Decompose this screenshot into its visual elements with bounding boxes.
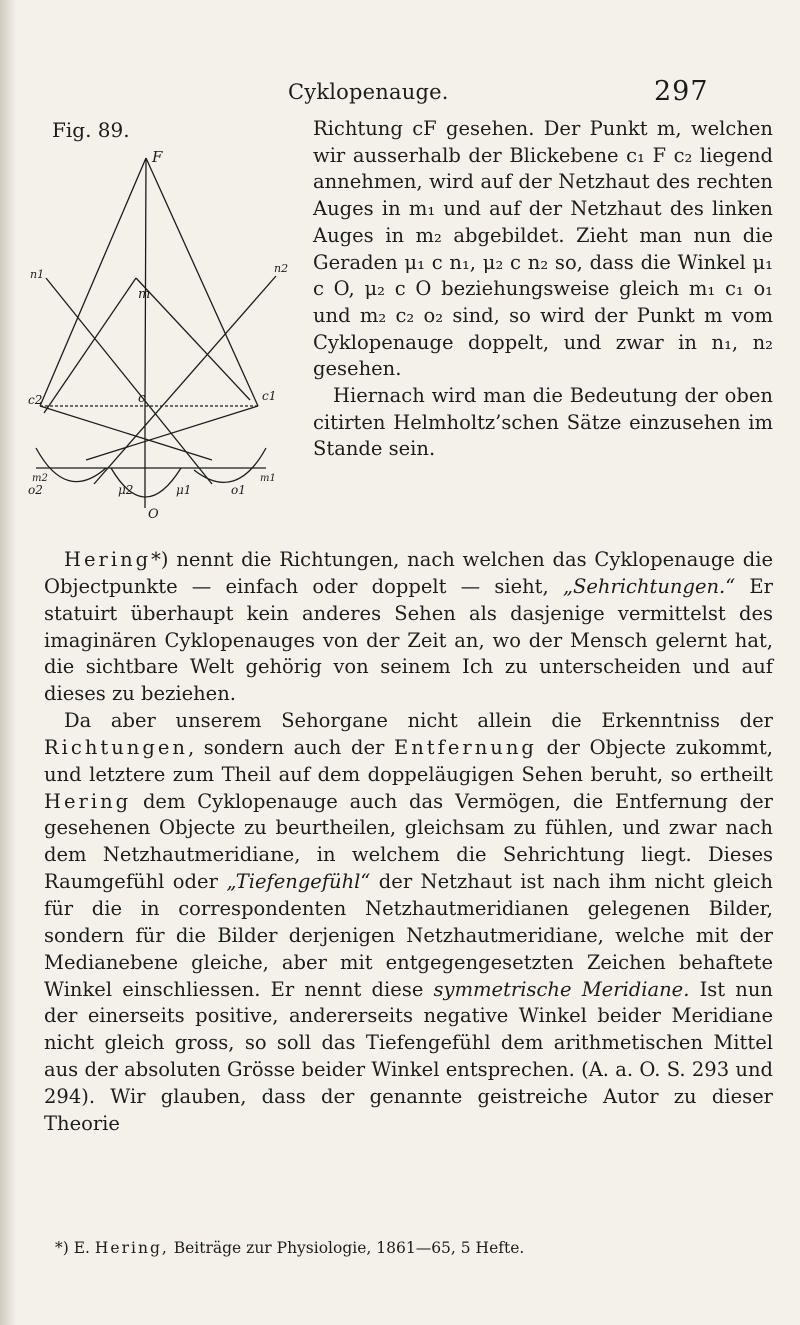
- label-c1: c1: [262, 389, 277, 403]
- page-header: [0, 76, 800, 110]
- footnote-text: Beiträge zur Physiologie, 1861—65, 5 Hefte.: [173, 1239, 525, 1257]
- p2-text-3: der Objecte zukommt, und letztere zum Theil auf dem doppeläugigen Sehen beruht, so ertheilt: [44, 735, 773, 786]
- term-tiefengefuehl: „Tiefengefühl“: [226, 870, 371, 894]
- paragraph-entfernung: [44, 708, 773, 1138]
- label-mu1: μ1: [176, 483, 192, 497]
- figure-side-text: [313, 116, 773, 463]
- label-m: m: [138, 287, 151, 302]
- figure-89-diagram: [26, 148, 296, 528]
- p2-text-2: , sondern auch der: [187, 735, 395, 759]
- side-paragraph-2: Hiernach wird man die Bedeutung der oben citirten Helmholtz’schen Sätze einzusehen im Stande sein.: [313, 384, 773, 461]
- figure-label: Fig. 89.: [52, 118, 130, 142]
- line-c1-o2: [86, 406, 258, 460]
- term-sehrichtungen: „Sehrichtungen.“: [562, 574, 736, 598]
- main-text: [44, 547, 773, 1138]
- line-m-c1: [136, 278, 250, 400]
- line-n1-mu2: [46, 278, 212, 484]
- line-F-c2: [40, 158, 146, 406]
- footnote-marker: *) E.: [55, 1239, 90, 1257]
- line-c2-o1: [40, 406, 212, 460]
- p2-text-1: Da aber unserem Sehorgane nicht allein die Erkenntniss der: [64, 709, 773, 733]
- line-F-c1: [146, 158, 258, 406]
- footnote: [55, 1239, 775, 1257]
- label-n1: n1: [30, 268, 45, 281]
- line-n2-mu1: [94, 276, 276, 484]
- p2-text-4: dem Cyklopenauge auch das Vermögen, die Entfernung der gesehenen Objecte zu beurtheilen, gleichsam zu fühlen, und zwar nach dem Netzhautmeridiane, in welchem die Sehrichtung liegt. Dieses Raumgefühl oder: [44, 789, 773, 894]
- p2-text-6: Ist nun der einerseits positive, andererseits negative Winkel beider Meridiane nicht gleich gross, so soll das Tiefengefühl dem arithmetischen Mittel aus der absoluten Grösse beider Winkel entsprechen. (A. a. O. S. 293 und 294). Wir glauben, dass der genannte geistreiche Autor zu dieser Theorie: [44, 977, 773, 1135]
- label-F: F: [152, 148, 163, 166]
- footnote-author: Hering,: [94, 1239, 169, 1257]
- right-eye-arc: [194, 448, 266, 482]
- p2-text-5: der Netzhaut ist nach ihm nicht gleich für die in correspondenten Netzhautmeridianen gelegenen Bilder, sondern für die Bilder derjenigen Netzhautmeridiane, welche mit der Medianebene gleiche, aber mit entgegengesetzten Zeichen behaftete Winkel einschliessen. Er nennt diese: [44, 870, 773, 1001]
- paragraph-hering-text-2: Er statuirt überhaupt kein anderes Sehen als dasjenige vermittelst des imaginären Cyklopenauges von der Zeit an, wo der Mensch gelernt hat, die sichtbare Welt gehörig von seinem Ich zu unterscheiden und auf dieses zu beziehen.: [44, 574, 773, 706]
- label-m2: m2: [32, 473, 48, 484]
- paragraph-hering: [44, 547, 773, 708]
- side-paragraph-1: Richtung cF gesehen. Der Punkt m, welchen wir ausserhalb der Blickebene c₁ F c₂ liegend annehmen, wird auf der Netzhaut des rechten Auges in m₁ und auf der Netzhaut des linken Auges in m₂ abgebildet. Zieht man nun die Geraden μ₁ c n₁, μ₂ c n₂ so, dass die Winkel μ₁ c O, μ₂ c O beziehungsweise gleich m₁ c₁ o₁ und m₂ c₂ o₂ sind, so wird der Punkt m vom Cyklopenauge doppelt, und zwar in n₁, n₂ gesehen.: [313, 117, 773, 381]
- term-symmetrische-meridiane: symmetrische Meridiane.: [433, 977, 690, 1001]
- line-F-c: [145, 158, 146, 406]
- label-o2: o2: [28, 483, 43, 497]
- cyclopean-eye-diagram: [26, 148, 296, 528]
- term-entfernung: Entfernung: [394, 735, 537, 759]
- label-c2: c2: [28, 393, 43, 407]
- label-O: O: [148, 507, 159, 522]
- running-title: Cyklopenauge.: [288, 80, 449, 104]
- term-richtungen: Richtungen: [44, 735, 188, 759]
- paragraph-hering-text-1: *) nennt die Richtungen, nach welchen das Cyklopenauge die Objectpunkte — einfach oder doppelt — sieht,: [44, 548, 773, 598]
- label-mu2: μ2: [118, 483, 134, 497]
- page-gutter-shadow: [0, 0, 16, 1325]
- author-hering: Hering: [64, 548, 152, 571]
- label-n2: n2: [274, 262, 289, 275]
- label-c: c: [138, 391, 146, 406]
- page-number: 297: [654, 76, 709, 107]
- author-hering-2: Hering: [44, 789, 132, 813]
- label-m1: m1: [260, 473, 276, 484]
- label-o1: o1: [231, 483, 246, 497]
- line-m-c2: [44, 278, 136, 413]
